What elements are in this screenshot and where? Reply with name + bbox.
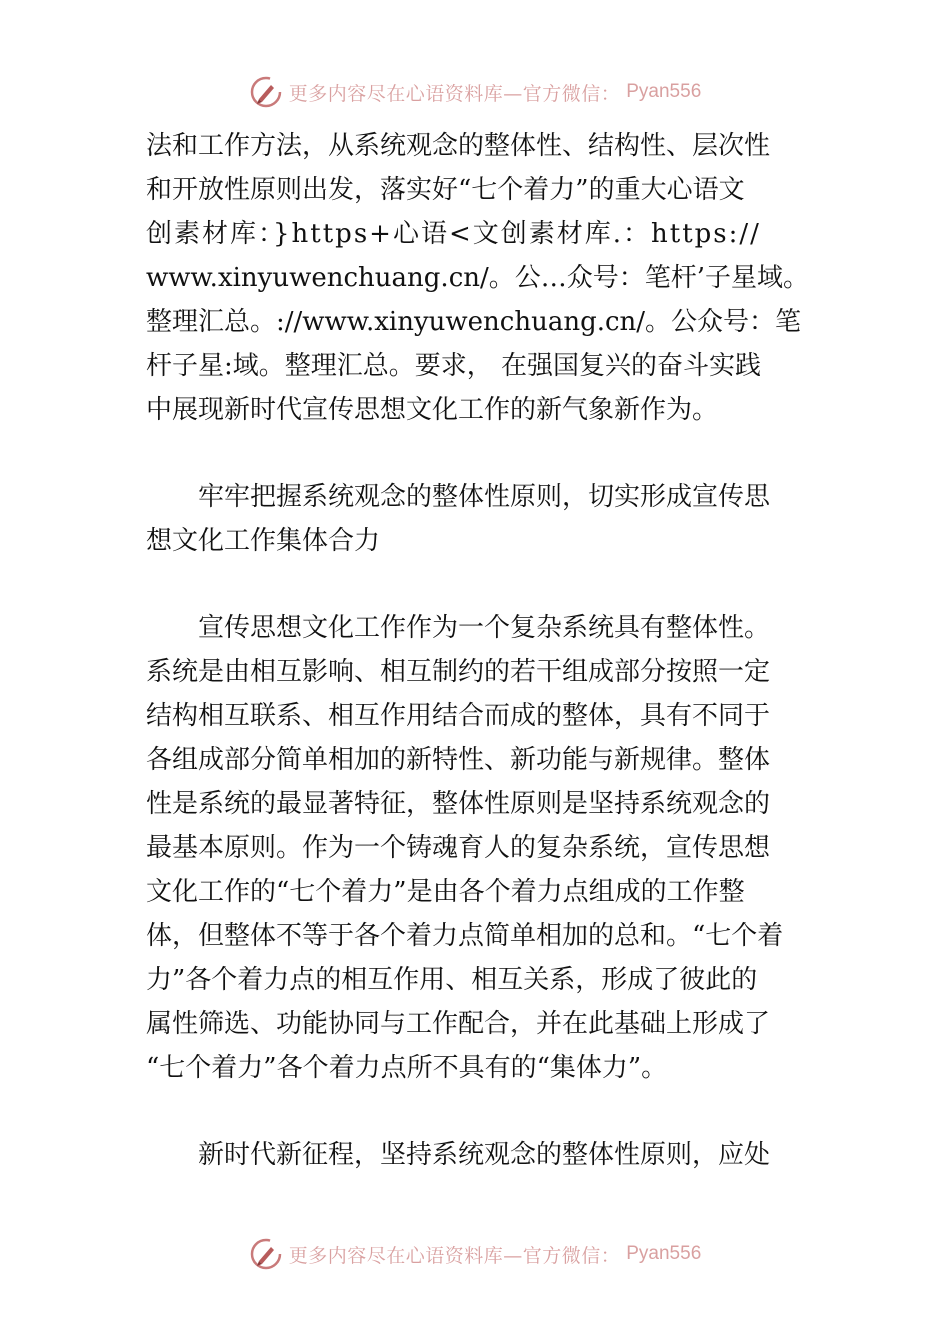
footer-wechat-id: Pyan556 (626, 1243, 702, 1264)
footer-banner-text: 更多内容尽在心语资料库—官方微信： (288, 1244, 621, 1267)
paragraph-2 (146, 606, 810, 1090)
pen-logo-icon (249, 75, 283, 109)
text-line: 杆子星:域。整理汇总。要求， 在强国复兴的奋斗实践 (146, 351, 762, 381)
text-line: 属性筛选、功能协同与工作配合，并在此基础上形成了 (146, 1009, 771, 1039)
text-line: www.xinyuwenchuang.cn/。公…众号：笔杆’子星域。 (146, 263, 810, 293)
paragraph-1 (146, 124, 810, 432)
text-line: 整理汇总。://www.xinyuwenchuang.cn/。公众号：笔 (146, 307, 802, 337)
header-wechat-id: Pyan556 (626, 81, 702, 102)
text-line: “七个着力”各个着力点所不具有的“集体力”。 (146, 1053, 668, 1083)
text-line: 性是系统的最显著特征，整体性原则是坚持系统观念的 (146, 789, 771, 819)
footer-banner (0, 1232, 950, 1276)
text-line: 牢牢把握系统观念的整体性原则，切实形成宣传思 (198, 482, 771, 512)
text-line: 结构相互联系、相互作用结合而成的整体，具有不同于 (146, 701, 771, 731)
text-line: 各组成部分简单相加的新特性、新功能与新规律。整体 (146, 745, 771, 775)
text-line: 法和工作方法，从系统观念的整体性、结构性、层次性 (146, 131, 771, 161)
text-line: 中展现新时代宣传思想文化工作的新气象新作为。 (146, 395, 719, 425)
header-banner-text: 更多内容尽在心语资料库—官方微信： (288, 82, 621, 105)
text-line: 系统是由相互影响、相互制约的若干组成部分按照一定 (146, 657, 771, 687)
text-line: 最基本原则。作为一个铸魂育人的复杂系统，宣传思想 (146, 833, 771, 863)
text-line: 力”各个着力点的相互作用、相互关系，形成了彼此的 (146, 965, 758, 995)
document-body (146, 124, 810, 1177)
text-line: 文化工作的“七个着力”是由各个着力点组成的工作整 (146, 877, 745, 907)
pen-logo-icon (249, 1237, 283, 1271)
paragraph-3 (146, 1133, 810, 1177)
section-heading-1 (146, 475, 810, 563)
header-banner (0, 70, 950, 114)
text-line: 新时代新征程，坚持系统观念的整体性原则，应处 (198, 1140, 771, 1170)
text-line: 和开放性原则出发，落实好“七个着力”的重大心语文 (146, 175, 745, 205)
text-line: 想文化工作集体合力 (146, 526, 381, 556)
text-line: 创素材库：}https+心语<文创素材库.：https:// (146, 219, 761, 249)
text-line: 宣传思想文化工作作为一个复杂系统具有整体性。 (198, 613, 771, 643)
text-line: 体，但整体不等于各个着力点简单相加的总和。“七个着 (146, 921, 784, 951)
